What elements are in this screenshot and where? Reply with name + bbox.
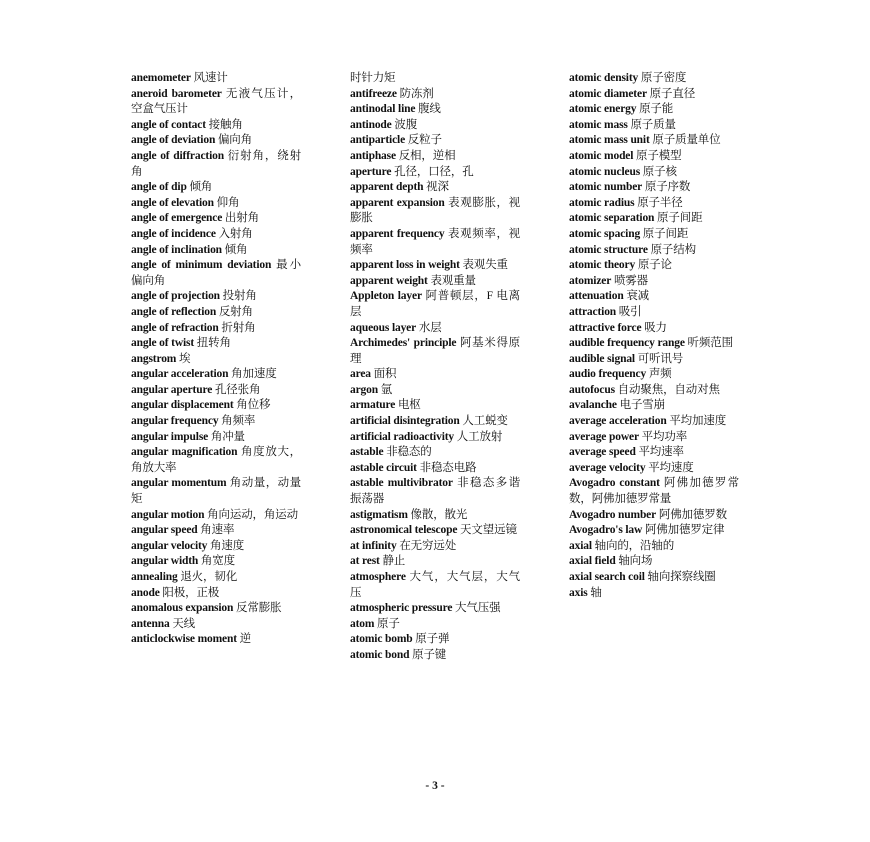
glossary-entry — [131, 539, 301, 555]
entry-term: angle of contact — [131, 118, 206, 131]
entry-term: attenuation — [569, 290, 624, 303]
glossary-entry — [131, 289, 301, 305]
entry-term: astigmatism — [350, 508, 408, 521]
entry-term: angular aperture — [131, 383, 213, 396]
entry-term: angular frequency — [131, 415, 219, 428]
entry-definition: 自动聚焦，自动对焦 — [617, 383, 720, 396]
entry-term: angle of incidence — [131, 227, 216, 240]
glossary-entry — [131, 632, 301, 648]
entry-term: antinode — [350, 118, 392, 131]
glossary-entry — [569, 476, 739, 507]
entry-term: antiphase — [350, 149, 396, 162]
entry-term: annealing — [131, 571, 178, 583]
glossary-entry — [350, 554, 520, 570]
entry-definition: 出射角 — [224, 212, 259, 225]
entry-term: angle of diffraction — [131, 149, 224, 162]
glossary-column-2 — [350, 71, 520, 664]
glossary-entry — [131, 398, 301, 414]
entry-term: argon — [350, 383, 379, 396]
entry-term: atomic diameter — [569, 87, 647, 100]
entry-term: angular momentum — [131, 477, 227, 490]
entry-term: atomic structure — [569, 243, 648, 256]
glossary-entry — [569, 461, 739, 477]
glossary-entry — [350, 617, 520, 633]
glossary-entry — [350, 87, 520, 103]
entry-definition: 吸引 — [618, 305, 642, 318]
glossary-entry — [131, 321, 301, 337]
entry-term: atom — [350, 617, 375, 630]
entry-definition: 原子能 — [639, 103, 674, 116]
glossary-entry — [569, 243, 739, 259]
glossary-entry — [569, 274, 739, 290]
entry-term: anticlockwise moment — [131, 633, 237, 646]
glossary-entry — [569, 227, 739, 243]
entry-definition: 时针力矩 — [350, 72, 396, 84]
entry-definition: 原子直径 — [649, 87, 696, 100]
glossary-entry — [350, 258, 520, 274]
entry-definition: 阳极，正极 — [162, 586, 220, 599]
glossary-entry — [350, 180, 520, 196]
entry-term: audible signal — [569, 352, 635, 365]
entry-definition: 原子质量单位 — [652, 134, 721, 147]
entry-term: angle of elevation — [131, 196, 214, 209]
entry-term: Appleton layer — [350, 290, 422, 303]
entry-definition: 扭转角 — [196, 337, 231, 350]
entry-term: angular displacement — [131, 399, 234, 412]
entry-term: atomic separation — [569, 212, 655, 225]
entry-term: atomic bond — [350, 648, 410, 661]
entry-term: Avogadro constant — [569, 477, 660, 490]
entry-definition: 原子论 — [637, 259, 672, 272]
entry-definition: 在无穷远处 — [399, 539, 457, 552]
entry-definition: 折射角 — [221, 321, 256, 334]
entry-definition: 原子核 — [642, 165, 677, 178]
glossary-entry — [131, 430, 301, 446]
entry-term: atmospheric pressure — [350, 602, 453, 615]
entry-definition: 平均速率 — [638, 446, 684, 459]
entry-term: Archimedes' principle — [350, 337, 457, 350]
glossary-entry — [131, 118, 301, 134]
entry-term: Avogadro's law — [569, 524, 643, 537]
glossary-entry — [569, 586, 739, 602]
entry-definition: 大气压强 — [455, 602, 501, 615]
glossary-entry — [131, 227, 301, 243]
glossary-entry — [131, 445, 301, 476]
entry-definition: 防冻剂 — [399, 87, 434, 100]
glossary-entry — [131, 617, 301, 633]
entry-term: astable circuit — [350, 461, 417, 474]
entry-definition: 非稳态电路 — [419, 461, 477, 474]
entry-term: atomic mass unit — [569, 134, 650, 147]
glossary-entry — [569, 196, 739, 212]
entry-term: atomizer — [569, 274, 612, 287]
entry-term: atomic mass — [569, 118, 628, 131]
entry-definition: 原子 — [377, 617, 400, 630]
glossary-entry — [350, 398, 520, 414]
glossary-entry — [131, 180, 301, 196]
entry-definition: 氩 — [380, 383, 393, 396]
entry-term: angle of twist — [131, 337, 195, 350]
entry-term: avalanche — [569, 399, 617, 412]
entry-term: atomic bomb — [350, 633, 413, 646]
glossary-entry — [350, 196, 520, 227]
entry-term: antenna — [131, 617, 170, 630]
glossary-entry — [569, 383, 739, 399]
entry-term: angular velocity — [131, 539, 208, 552]
entry-definition: 轴向的，沿轴的 — [594, 539, 675, 552]
glossary-entry — [569, 414, 739, 430]
entry-definition: 阿佛加德罗常数，阿佛加德罗常量 — [569, 477, 739, 506]
glossary-entry — [350, 149, 520, 165]
entry-term: atomic model — [569, 149, 634, 162]
entry-term: artificial radioactivity — [350, 430, 455, 443]
glossary-entry — [350, 227, 520, 258]
entry-term: atomic spacing — [569, 227, 641, 240]
entry-definition: 腹线 — [418, 103, 441, 116]
glossary-entry — [131, 523, 301, 539]
entry-definition: 原子质量 — [630, 118, 676, 131]
glossary-entry — [350, 383, 520, 399]
entry-term: angle of minimum deviation — [131, 259, 272, 272]
entry-term: average speed — [569, 446, 636, 459]
entry-term: anemometer — [131, 72, 191, 84]
entry-definition: 角向运动，角运动 — [207, 508, 298, 521]
glossary-column-3 — [569, 71, 739, 601]
glossary-entry — [569, 258, 739, 274]
entry-term: average power — [569, 430, 639, 443]
entry-definition: 反常膨胀 — [236, 602, 282, 615]
glossary-entry — [569, 321, 739, 337]
entry-definition: 声频 — [648, 368, 672, 381]
entry-definition: 角动量，动量矩 — [131, 477, 301, 506]
entry-definition: 吸力 — [644, 321, 667, 334]
glossary-entry — [569, 102, 739, 118]
entry-term: aperture — [350, 165, 392, 178]
entry-definition: 原子模型 — [636, 149, 682, 162]
entry-term: artificial disintegration — [350, 415, 460, 428]
glossary-column-1 — [131, 71, 301, 648]
entry-definition: 原子密度 — [640, 72, 687, 84]
page-number: - 3 - — [425, 780, 445, 792]
entry-term: average velocity — [569, 461, 646, 474]
glossary-entry — [131, 352, 301, 368]
glossary-entry — [569, 554, 739, 570]
entry-definition: 听频范围 — [687, 337, 733, 350]
entry-term: audible frequency range — [569, 337, 685, 350]
entry-definition: 轴 — [590, 586, 602, 599]
entry-term: angle of refraction — [131, 321, 219, 334]
entry-definition: 角度放大，角放大率 — [131, 446, 302, 474]
entry-definition: 反粒子 — [407, 134, 442, 147]
glossary-entry — [131, 336, 301, 352]
entry-term: angular magnification — [131, 446, 238, 459]
glossary-entry — [131, 570, 301, 586]
glossary-entry — [350, 461, 520, 477]
entry-definition: 电枢 — [397, 399, 421, 412]
glossary-entry — [131, 476, 301, 507]
glossary-entry — [131, 149, 301, 180]
entry-definition: 喷雾器 — [613, 274, 649, 287]
entry-term: apparent expansion — [350, 196, 445, 209]
entry-definition: 风速计 — [193, 72, 228, 84]
glossary-entry — [569, 149, 739, 165]
entry-definition: 大气，大气层，大气压 — [350, 571, 520, 599]
entry-definition: 平均功率 — [641, 430, 688, 443]
glossary-entry — [131, 133, 301, 149]
entry-term: at infinity — [350, 539, 397, 552]
entry-definition: 反射角 — [218, 305, 253, 318]
entry-definition: 角宽度 — [200, 555, 235, 568]
entry-term: Avogadro number — [569, 508, 657, 521]
entry-term: atomic radius — [569, 196, 635, 209]
glossary-entry — [569, 336, 739, 352]
entry-term: atomic nucleus — [569, 165, 641, 178]
entry-term: aneroid barometer — [131, 87, 222, 100]
entry-definition: 投射角 — [222, 290, 257, 303]
glossary-entry — [569, 305, 739, 321]
entry-term: average acceleration — [569, 415, 667, 428]
glossary-entry — [569, 87, 739, 103]
entry-term: astable — [350, 446, 384, 459]
entry-definition: 天线 — [172, 617, 196, 630]
glossary-entry — [131, 367, 301, 383]
glossary-entry — [350, 570, 520, 601]
entry-definition: 孔径张角 — [214, 383, 261, 396]
glossary-entry — [350, 133, 520, 149]
entry-term: attractive force — [569, 321, 642, 334]
entry-definition: 角速率 — [200, 524, 235, 537]
entry-definition: 原子弹 — [415, 633, 450, 646]
entry-definition: 水层 — [418, 321, 442, 334]
glossary-entry — [569, 118, 739, 134]
entry-term: audio frequency — [569, 368, 647, 381]
glossary-entry — [131, 383, 301, 399]
entry-definition: 角位移 — [236, 399, 271, 412]
entry-term: angle of reflection — [131, 305, 217, 318]
glossary-entry — [350, 476, 520, 507]
glossary-entry — [131, 414, 301, 430]
glossary-entry — [569, 211, 739, 227]
entry-definition: 电子雪崩 — [619, 399, 665, 412]
entry-term: angle of deviation — [131, 134, 216, 147]
entry-term: autofocus — [569, 383, 615, 396]
glossary-entry — [350, 367, 520, 383]
entry-definition: 入射角 — [218, 227, 253, 240]
glossary-entry — [569, 445, 739, 461]
entry-term: antinodal line — [350, 103, 416, 116]
entry-definition: 表观失重 — [462, 259, 508, 272]
glossary-entry — [350, 102, 520, 118]
entry-definition: 平均加速度 — [669, 415, 727, 428]
entry-definition: 静止 — [382, 555, 406, 568]
entry-definition: 接触角 — [208, 118, 243, 131]
entry-definition: 阿普顿层，F 电离层 — [350, 290, 520, 318]
entry-term: axial search coil — [569, 571, 645, 583]
entry-definition: 角加速度 — [231, 368, 277, 381]
entry-term: atmosphere — [350, 571, 406, 583]
entry-term: apparent depth — [350, 181, 424, 194]
glossary-entry — [350, 71, 520, 87]
entry-definition: 表观膨胀，视膨胀 — [350, 196, 520, 225]
entry-term: angular width — [131, 555, 199, 568]
glossary-entry — [350, 601, 520, 617]
entry-definition: 角频率 — [221, 415, 256, 428]
glossary-entry — [569, 523, 739, 539]
entry-definition: 人工蜕变 — [462, 415, 508, 428]
entry-definition: 原子键 — [412, 648, 447, 661]
glossary-entry — [131, 586, 301, 602]
glossary-entry — [131, 196, 301, 212]
entry-term: angle of dip — [131, 181, 187, 194]
entry-definition: 平均速度 — [648, 461, 694, 474]
glossary-entry — [131, 243, 301, 259]
entry-definition: 角速度 — [210, 539, 245, 552]
entry-definition: 埃 — [178, 352, 191, 365]
entry-term: axial — [569, 539, 592, 552]
entry-definition: 表观频率，视频率 — [350, 227, 520, 256]
entry-definition: 孔径，口径，孔 — [394, 165, 474, 178]
entry-term: armature — [350, 399, 396, 412]
glossary-entry — [131, 71, 301, 87]
glossary-entry — [350, 430, 520, 446]
entry-term: apparent weight — [350, 274, 428, 287]
entry-definition: 无液气压计，空盒气压计 — [131, 87, 301, 116]
entry-definition: 原子间距 — [642, 227, 689, 240]
entry-term: atomic theory — [569, 259, 636, 272]
entry-definition: 倾角 — [224, 243, 248, 256]
glossary-entry — [350, 321, 520, 337]
glossary-entry — [131, 601, 301, 617]
glossary-entry — [350, 289, 520, 320]
entry-definition: 退火，韧化 — [180, 571, 238, 583]
entry-definition: 仰角 — [216, 196, 240, 209]
glossary-entry — [350, 118, 520, 134]
entry-term: astable multivibrator — [350, 477, 453, 490]
glossary-entry — [569, 398, 739, 414]
entry-term: atomic number — [569, 181, 643, 194]
glossary-entry — [350, 508, 520, 524]
glossary-entry — [569, 570, 739, 586]
glossary-entry — [131, 258, 301, 289]
entry-definition: 倾角 — [189, 181, 213, 194]
entry-term: anomalous expansion — [131, 602, 234, 615]
glossary-entry — [350, 336, 520, 367]
entry-definition: 衍射角，绕射角 — [131, 149, 301, 178]
glossary-entry — [131, 508, 301, 524]
entry-definition: 角冲量 — [210, 430, 245, 443]
entry-term: angle of inclination — [131, 243, 222, 256]
entry-term: aqueous layer — [350, 321, 417, 334]
glossary-entry — [350, 165, 520, 181]
glossary-entry — [131, 211, 301, 227]
entry-term: apparent loss in weight — [350, 259, 460, 272]
entry-term: angle of emergence — [131, 212, 223, 225]
glossary-entry — [350, 539, 520, 555]
entry-definition: 轴向探察线圈 — [647, 571, 716, 583]
entry-term: apparent frequency — [350, 227, 445, 240]
entry-term: anode — [131, 586, 160, 599]
entry-definition: 波腹 — [394, 118, 418, 131]
glossary-entry — [131, 554, 301, 570]
entry-term: antiparticle — [350, 134, 406, 147]
entry-definition: 原子序数 — [644, 181, 691, 194]
entry-definition: 最小偏向角 — [131, 259, 301, 287]
glossary-entry — [569, 289, 739, 305]
glossary-entry — [569, 165, 739, 181]
entry-definition: 阿佛加德罗定律 — [644, 524, 725, 537]
entry-definition: 偏向角 — [217, 134, 252, 147]
entry-term: axial field — [569, 555, 616, 568]
entry-definition: 原子半径 — [637, 196, 683, 209]
glossary-entry — [131, 305, 301, 321]
entry-definition: 反相，逆相 — [398, 149, 456, 162]
entry-definition: 逆 — [239, 633, 252, 646]
entry-definition: 轴向场 — [618, 555, 653, 568]
entry-definition: 阿佛加德罗数 — [658, 508, 727, 521]
entry-term: angular impulse — [131, 430, 209, 443]
entry-term: area — [350, 368, 371, 381]
entry-term: angle of projection — [131, 290, 220, 303]
entry-term: at rest — [350, 555, 380, 568]
entry-term: angular motion — [131, 508, 205, 521]
entry-term: atomic density — [569, 72, 639, 84]
glossary-entry — [569, 71, 739, 87]
glossary-entry — [350, 274, 520, 290]
entry-definition: 非稳态多谐振荡器 — [350, 477, 520, 506]
entry-term: angstrom — [131, 352, 177, 365]
entry-definition: 非稳态的 — [386, 446, 432, 459]
glossary-entry — [350, 445, 520, 461]
glossary-entry — [131, 87, 301, 118]
entry-term: angular speed — [131, 524, 198, 537]
entry-term: astronomical telescope — [350, 524, 458, 537]
entry-definition: 视深 — [426, 181, 449, 194]
entry-definition: 阿基米得原理 — [350, 337, 521, 365]
glossary-entry — [569, 430, 739, 446]
entry-definition: 天文望远镜 — [460, 524, 517, 537]
glossary-entry — [569, 367, 739, 383]
entry-definition: 表观重量 — [430, 274, 476, 287]
entry-term: attraction — [569, 305, 617, 318]
entry-definition: 原子结构 — [650, 243, 696, 256]
entry-definition: 可听讯号 — [637, 352, 684, 365]
glossary-entry — [350, 414, 520, 430]
glossary-entry — [569, 180, 739, 196]
glossary-entry — [569, 352, 739, 368]
entry-term: atomic energy — [569, 103, 637, 116]
entry-definition: 人工放射 — [456, 430, 503, 443]
entry-term: axis — [569, 586, 588, 599]
entry-definition: 衰减 — [626, 290, 650, 303]
glossary-entry — [350, 523, 520, 539]
entry-term: angular acceleration — [131, 368, 229, 381]
entry-definition: 原子间距 — [657, 212, 703, 225]
entry-definition: 面积 — [373, 368, 397, 381]
glossary-entry — [350, 648, 520, 664]
entry-definition: 像散，散光 — [410, 508, 468, 521]
glossary-entry — [569, 539, 739, 555]
glossary-entry — [569, 508, 739, 524]
glossary-entry — [569, 133, 739, 149]
glossary-entry — [350, 632, 520, 648]
entry-term: antifreeze — [350, 87, 397, 100]
